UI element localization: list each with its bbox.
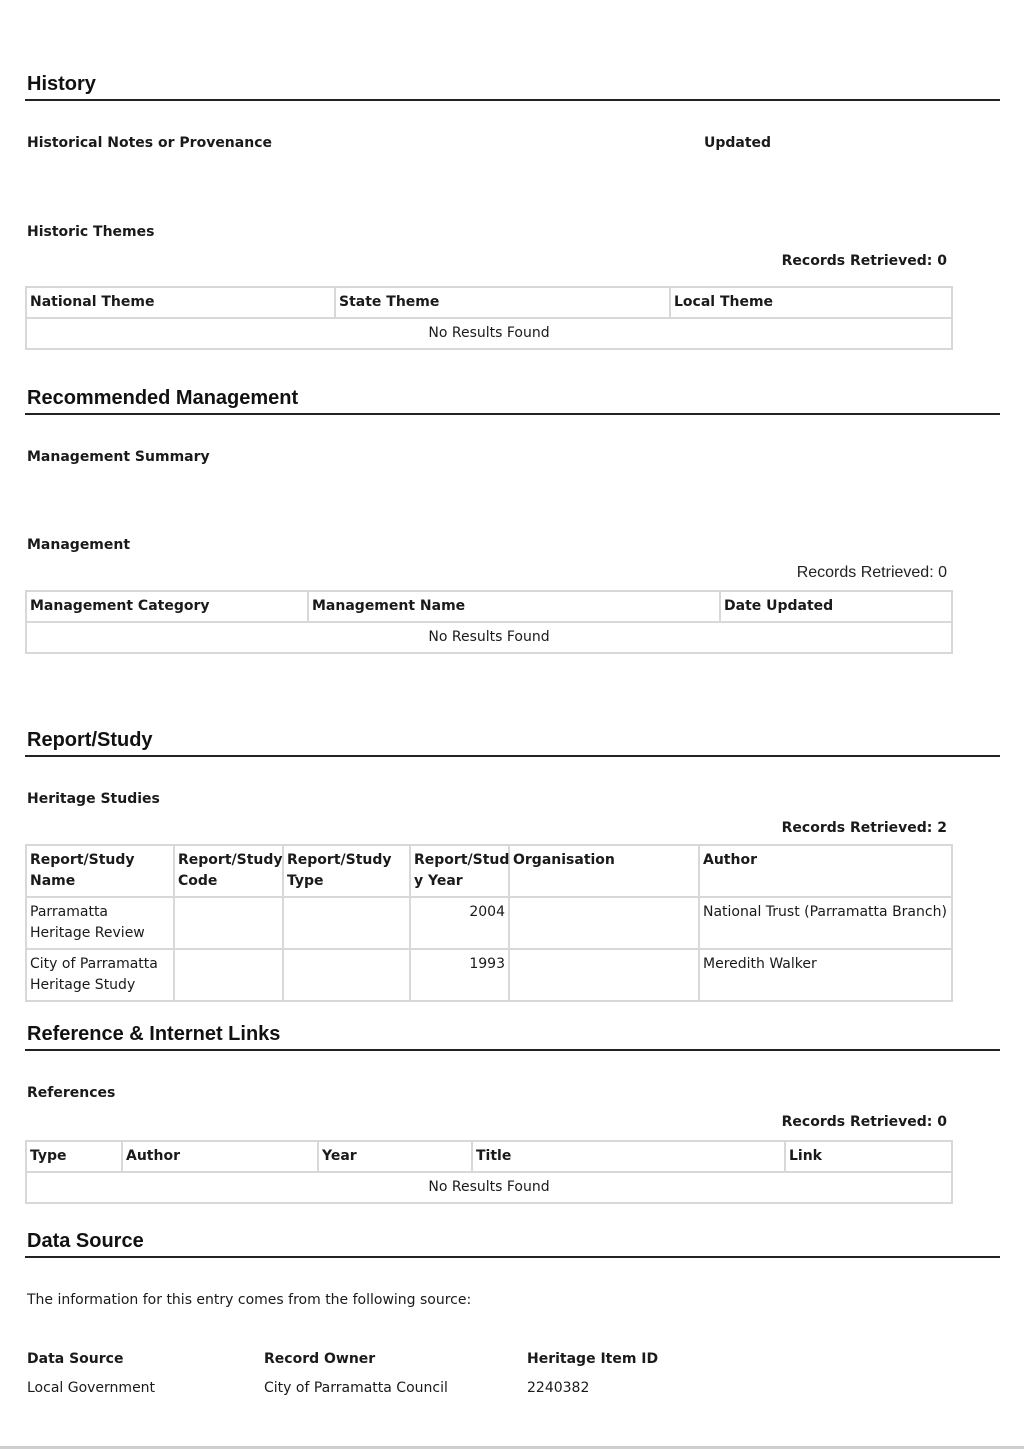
column-header: Author	[699, 845, 952, 897]
no-results-cell: No Results Found	[26, 622, 952, 653]
data-source-intro: The information for this entry comes from the following source:	[27, 1292, 472, 1308]
management-heading: Recommended Management	[27, 387, 299, 409]
table-header-row	[26, 1141, 952, 1172]
data-source-heading: Data Source	[27, 1230, 144, 1252]
management-divider	[25, 413, 1000, 415]
column-header: Management Category	[26, 591, 308, 622]
history-divider	[25, 99, 1000, 101]
table-header-row	[26, 591, 952, 622]
column-header: Date Updated	[720, 591, 952, 622]
themes-records-retrieved: Records Retrieved: 0	[781, 253, 947, 269]
column-header: Local Theme	[670, 287, 952, 318]
column-header: Management Name	[308, 591, 720, 622]
table-row	[26, 897, 952, 949]
column-header: National Theme	[26, 287, 335, 318]
report-study-heading: Report/Study	[27, 729, 153, 751]
study-name-cell: Parramatta Heritage Review	[26, 897, 174, 949]
table-row	[26, 949, 952, 1001]
study-code-cell	[174, 949, 283, 1001]
no-results-cell: No Results Found	[26, 318, 952, 349]
heritage-item-id-label: Heritage Item ID	[527, 1351, 659, 1367]
study-author-cell: Meredith Walker	[699, 949, 952, 1001]
column-header: Organisation	[509, 845, 699, 897]
heritage-studies-table	[25, 844, 953, 1002]
management-table	[25, 590, 953, 654]
data-source-divider	[25, 1256, 1000, 1258]
column-header: Report/Stud y Year	[410, 845, 509, 897]
study-name-cell: City of Parramatta Heritage Study	[26, 949, 174, 1001]
study-type-cell	[283, 949, 410, 1001]
heritage-studies-label: Heritage Studies	[27, 791, 160, 807]
references-label: References	[27, 1085, 116, 1101]
table-header-row	[26, 287, 952, 318]
column-header: Year	[318, 1141, 472, 1172]
column-header: Author	[122, 1141, 318, 1172]
table-header-row	[26, 845, 952, 897]
management-label: Management	[27, 537, 131, 553]
column-header: Title	[472, 1141, 785, 1172]
table-row	[26, 318, 952, 349]
study-author-cell: National Trust (Parramatta Branch)	[699, 897, 952, 949]
study-year-cell: 2004	[410, 897, 509, 949]
studies-records-retrieved: Records Retrieved: 2	[781, 820, 947, 836]
historic-themes-table	[25, 286, 953, 350]
table-row	[26, 622, 952, 653]
record-owner-label: Record Owner	[264, 1351, 376, 1367]
study-type-cell	[283, 897, 410, 949]
study-organisation-cell	[509, 897, 699, 949]
management-records-retrieved: Records Retrieved: 0	[796, 564, 947, 581]
column-header: Report/Study Type	[283, 845, 410, 897]
table-row	[26, 1172, 952, 1203]
report-study-divider	[25, 755, 1000, 757]
column-header: Report/Study Code	[174, 845, 283, 897]
study-organisation-cell	[509, 949, 699, 1001]
historical-notes-label: Historical Notes or Provenance	[27, 135, 272, 151]
data-source-value: Local Government	[27, 1380, 156, 1396]
references-table	[25, 1140, 953, 1204]
references-divider	[25, 1049, 1000, 1051]
data-source-label: Data Source	[27, 1351, 124, 1367]
references-heading: Reference & Internet Links	[27, 1023, 281, 1045]
record-owner-value: City of Parramatta Council	[264, 1380, 448, 1396]
column-header: Report/Study Name	[26, 845, 174, 897]
study-year-cell: 1993	[410, 949, 509, 1001]
column-header: Type	[26, 1141, 122, 1172]
management-summary-label: Management Summary	[27, 449, 210, 465]
study-code-cell	[174, 897, 283, 949]
column-header: State Theme	[335, 287, 670, 318]
historic-themes-label: Historic Themes	[27, 224, 155, 240]
column-header: Link	[785, 1141, 952, 1172]
history-heading: History	[27, 73, 96, 95]
updated-label: Updated	[704, 135, 772, 151]
references-records-retrieved: Records Retrieved: 0	[781, 1114, 947, 1130]
heritage-item-id-value: 2240382	[527, 1380, 590, 1396]
no-results-cell: No Results Found	[26, 1172, 952, 1203]
